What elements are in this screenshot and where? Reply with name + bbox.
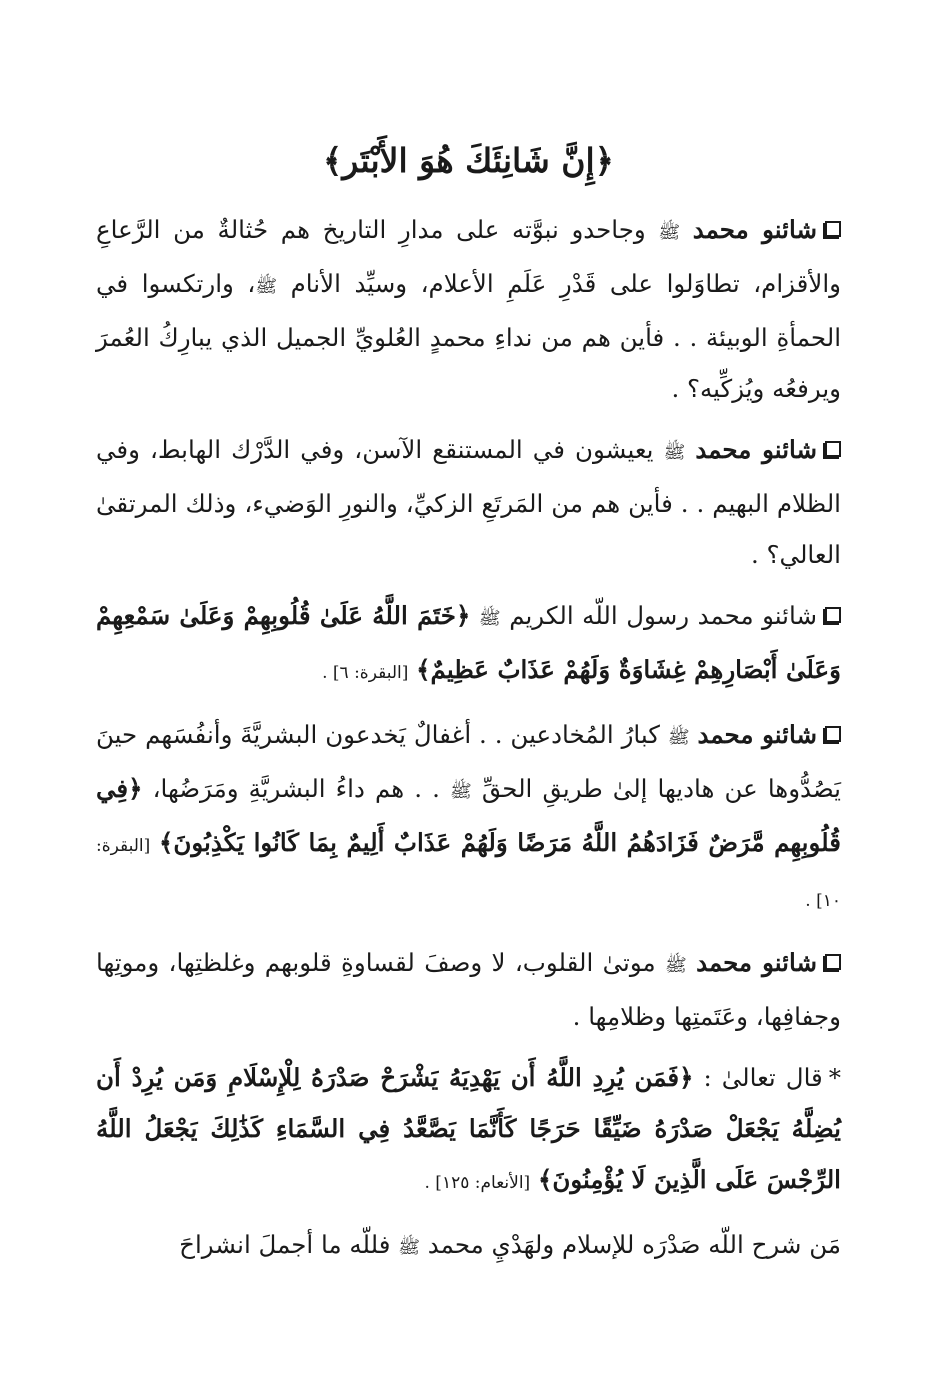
page-title: ﴿إِنَّ شَانِئَكَ هُوَ الأَبْتَر﴾ [323, 141, 614, 180]
paragraph-lead: شائنو محمد رسول اللّه الكريم [509, 601, 817, 631]
honorific-glyph: ﷺ [667, 727, 690, 749]
verse-reference: [البقرة: ١٠] . [96, 836, 841, 912]
paragraph-text: ، وارتكسوا في الحمأةِ الوبيئة . . فأين هم من نداءِ محمدٍ العُلويِّ الجميل الذي يبارِكُ العُمرَ ويرفعُه ويُزكِّيه؟ . [96, 269, 841, 404]
star-bullet: * [828, 1063, 841, 1093]
square-bullet-icon [825, 954, 841, 970]
honorific-glyph: ﷺ [450, 781, 472, 803]
honorific-glyph: ﷺ [398, 1237, 420, 1259]
honorific-glyph: ﷺ [478, 608, 501, 630]
verse-reference: [الأنعام: ١٢٥] . [424, 1173, 531, 1194]
paragraph-lead: شائنو محمد [697, 720, 817, 750]
square-bullet-icon [825, 221, 841, 237]
honorific-glyph: ﷺ [663, 442, 686, 464]
paragraph-text: موتىٰ القلوب، لا وصفَ لقساوةِ قلوبهم وغلظتِها، وموتِها وجفافِها، وعَتَمتِها وظلامِها . [96, 948, 841, 1032]
paragraph-5 [96, 937, 841, 1042]
paragraph-3 [96, 590, 841, 699]
quran-verse: ﴿فَمَن يُرِدِ اللَّهُ أَن يَهْدِيَهُ يَشْرَحْ صَدْرَهُ لِلْإِسْلَامِ وَمَن يُرِدْ أَن يُضِلَّهُ يَجْعَلْ صَدْرَهُ ضَيِّقًا حَرَجًا كَأَنَّمَا يَصَّعَّدُ فِي السَّمَاءِ كَذَٰلِكَ يَجْعَلُ اللَّهُ الرِّجْسَ عَلَى الَّذِينَ لَا يُؤْمِنُونَ﴾ [96, 1063, 841, 1195]
honorific-glyph: ﷺ [664, 955, 687, 977]
paragraph-4 [96, 709, 841, 927]
honorific-glyph: ﷺ [255, 276, 278, 298]
paragraph-intro: قال تعالىٰ : [703, 1063, 823, 1093]
paragraph-1 [96, 204, 841, 414]
paragraph-lead: شائنو محمد [692, 215, 817, 245]
verse-reference: [البقرة: ٦] . [322, 663, 409, 684]
paragraph-lead: شائنو محمد [695, 435, 818, 465]
paragraph-2 [96, 424, 841, 580]
trailing-text: مَن شرح اللّه صَدْرَه للإسلام ولهَدْيِ محمد [427, 1230, 841, 1260]
trailing-line [96, 1219, 841, 1273]
square-bullet-icon [825, 726, 841, 742]
paragraph-lead: شائنو محمد [696, 948, 817, 978]
paragraph-text: . . هم داءُ البشريَّةِ ومَرَضُها، [152, 774, 440, 804]
quran-verse: ﴿فِي قُلُوبِهِم مَّرَضٌ فَزَادَهُمُ اللَّهُ مَرَضًا وَلَهُمْ عَذَابٌ أَلِيمٌ بِمَا كَانُوا يَكْذِبُونَ﴾ [96, 774, 841, 858]
paragraph-6 [96, 1052, 841, 1209]
paragraph-text: يعيشون في المستنقع الآسن، وفي الدَّرْك الهابط، وفي الظلام البهيم . . فأين هم من المَرتَعِ الزكيِّ، والنورِ الوَضيء، وذلك المرتقىٰ العالي؟ . [96, 435, 841, 570]
honorific-glyph: ﷺ [658, 222, 681, 244]
page-body [96, 130, 841, 1273]
paragraph-text: وجاحدو نبوَّته على مدارِ التاريخ هم حُثالةٌ من الرَّعاعِ والأقزام، تطاوَلوا على قَدْرِ عَلَمِ الأعلام، وسيِّد الأنام [96, 215, 841, 299]
square-bullet-icon [825, 607, 841, 623]
quran-verse: ﴿خَتَمَ اللَّهُ عَلَىٰ قُلُوبِهِمْ وَعَلَىٰ سَمْعِهِمْ وَعَلَىٰ أَبْصَارِهِمْ غِشَاوَةٌ وَلَهُمْ عَذَابٌ عَظِيمٌ﴾ [96, 601, 841, 685]
trailing-text: فللّه ما أجملَ انشراحَ [179, 1230, 391, 1260]
paragraph-text: كبارُ المُخادعين . . أغفالٌ يَخدعون البشريَّةَ وأنفُسَهم حينَ يَصُدُّوها عن هاديها إلىٰ طريقِ الحقِّ [96, 720, 841, 804]
square-bullet-icon [825, 441, 841, 457]
